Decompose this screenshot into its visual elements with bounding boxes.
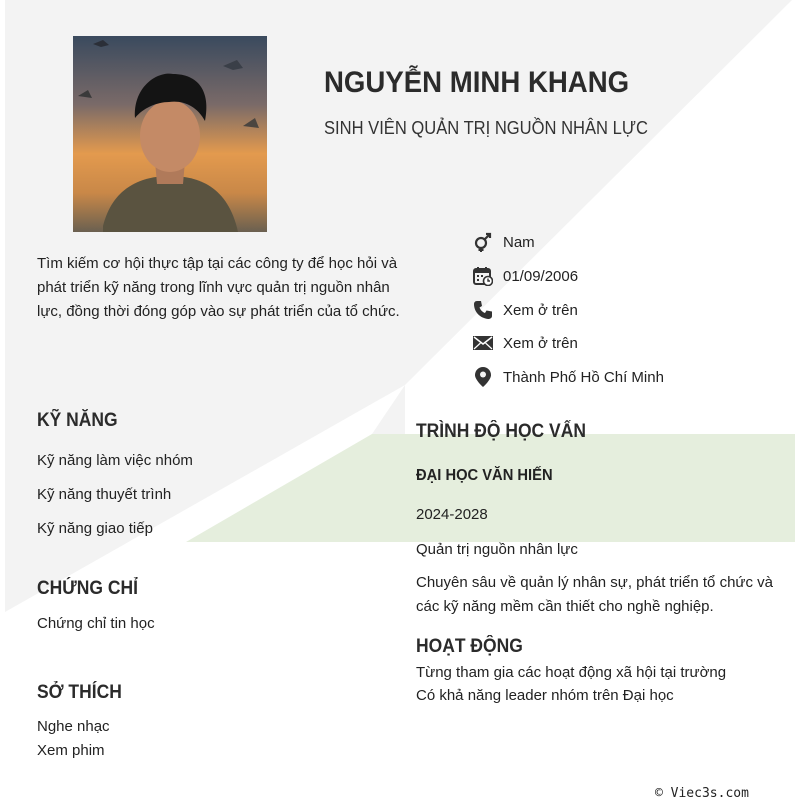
hobbies-heading: SỞ THÍCH bbox=[37, 682, 122, 703]
skill-item: Kỹ năng thuyết trình bbox=[37, 486, 172, 503]
job-title: SINH VIÊN QUẢN TRỊ NGUỒN NHÂN LỰC bbox=[324, 118, 648, 138]
contact-gender-text: Nam bbox=[503, 233, 535, 251]
activity-item: Có khả năng leader nhóm trên Đại học bbox=[416, 687, 674, 704]
contact-birthday-text: 01/09/2006 bbox=[503, 267, 579, 285]
calendar-icon bbox=[472, 265, 494, 287]
candidate-name: NGUYỄN MINH KHANG bbox=[324, 66, 630, 99]
hobby-item: Xem phim bbox=[37, 742, 105, 759]
email-icon bbox=[472, 332, 494, 354]
career-objective: Tìm kiếm cơ hội thực tập tại các công ty để học hỏi và phát triển kỹ năng trong lĩnh vực quản trị nguồn nhân lực, đồng thời đóng góp vào sự phát triển của tổ chức. bbox=[37, 255, 400, 320]
contact-email-text: Xem ở trên bbox=[503, 334, 578, 352]
activity-item: Từng tham gia các hoạt động xã hội tại trường bbox=[416, 664, 727, 681]
contact-birthday bbox=[472, 265, 578, 287]
education-description: Chuyên sâu về quản lý nhân sự, phát triển tổ chức và các kỹ năng mềm cần thiết cho nghề nghiệp. bbox=[416, 574, 773, 615]
certificates-heading: CHỨNG CHỈ bbox=[37, 578, 138, 599]
contact-email bbox=[472, 332, 578, 354]
skill-item: Kỹ năng giao tiếp bbox=[37, 520, 153, 537]
education-years: 2024-2028 bbox=[416, 506, 488, 523]
activities-heading: HOẠT ĐỘNG bbox=[416, 636, 523, 657]
education-major: Quản trị nguồn nhân lực bbox=[416, 541, 578, 558]
profile-photo bbox=[73, 36, 267, 232]
phone-icon bbox=[472, 299, 494, 321]
education-heading: TRÌNH ĐỘ HỌC VẤN bbox=[416, 421, 586, 442]
skill-item: Kỹ năng làm việc nhóm bbox=[37, 452, 193, 469]
copyright-text: © Viec3s.com bbox=[655, 786, 749, 801]
contact-phone bbox=[472, 299, 578, 321]
certificate-item: Chứng chỉ tin học bbox=[37, 615, 155, 632]
contact-gender bbox=[472, 231, 535, 253]
contact-address bbox=[472, 366, 664, 388]
hobby-item: Nghe nhạc bbox=[37, 718, 110, 735]
skills-heading: KỸ NĂNG bbox=[37, 410, 118, 431]
contact-address-text: Thành Phố Hồ Chí Minh bbox=[503, 368, 664, 386]
location-pin-icon bbox=[472, 366, 494, 388]
gender-icon bbox=[472, 231, 494, 253]
education-school: ĐẠI HỌC VĂN HIẾN bbox=[416, 467, 553, 484]
contact-phone-text: Xem ở trên bbox=[503, 301, 578, 319]
